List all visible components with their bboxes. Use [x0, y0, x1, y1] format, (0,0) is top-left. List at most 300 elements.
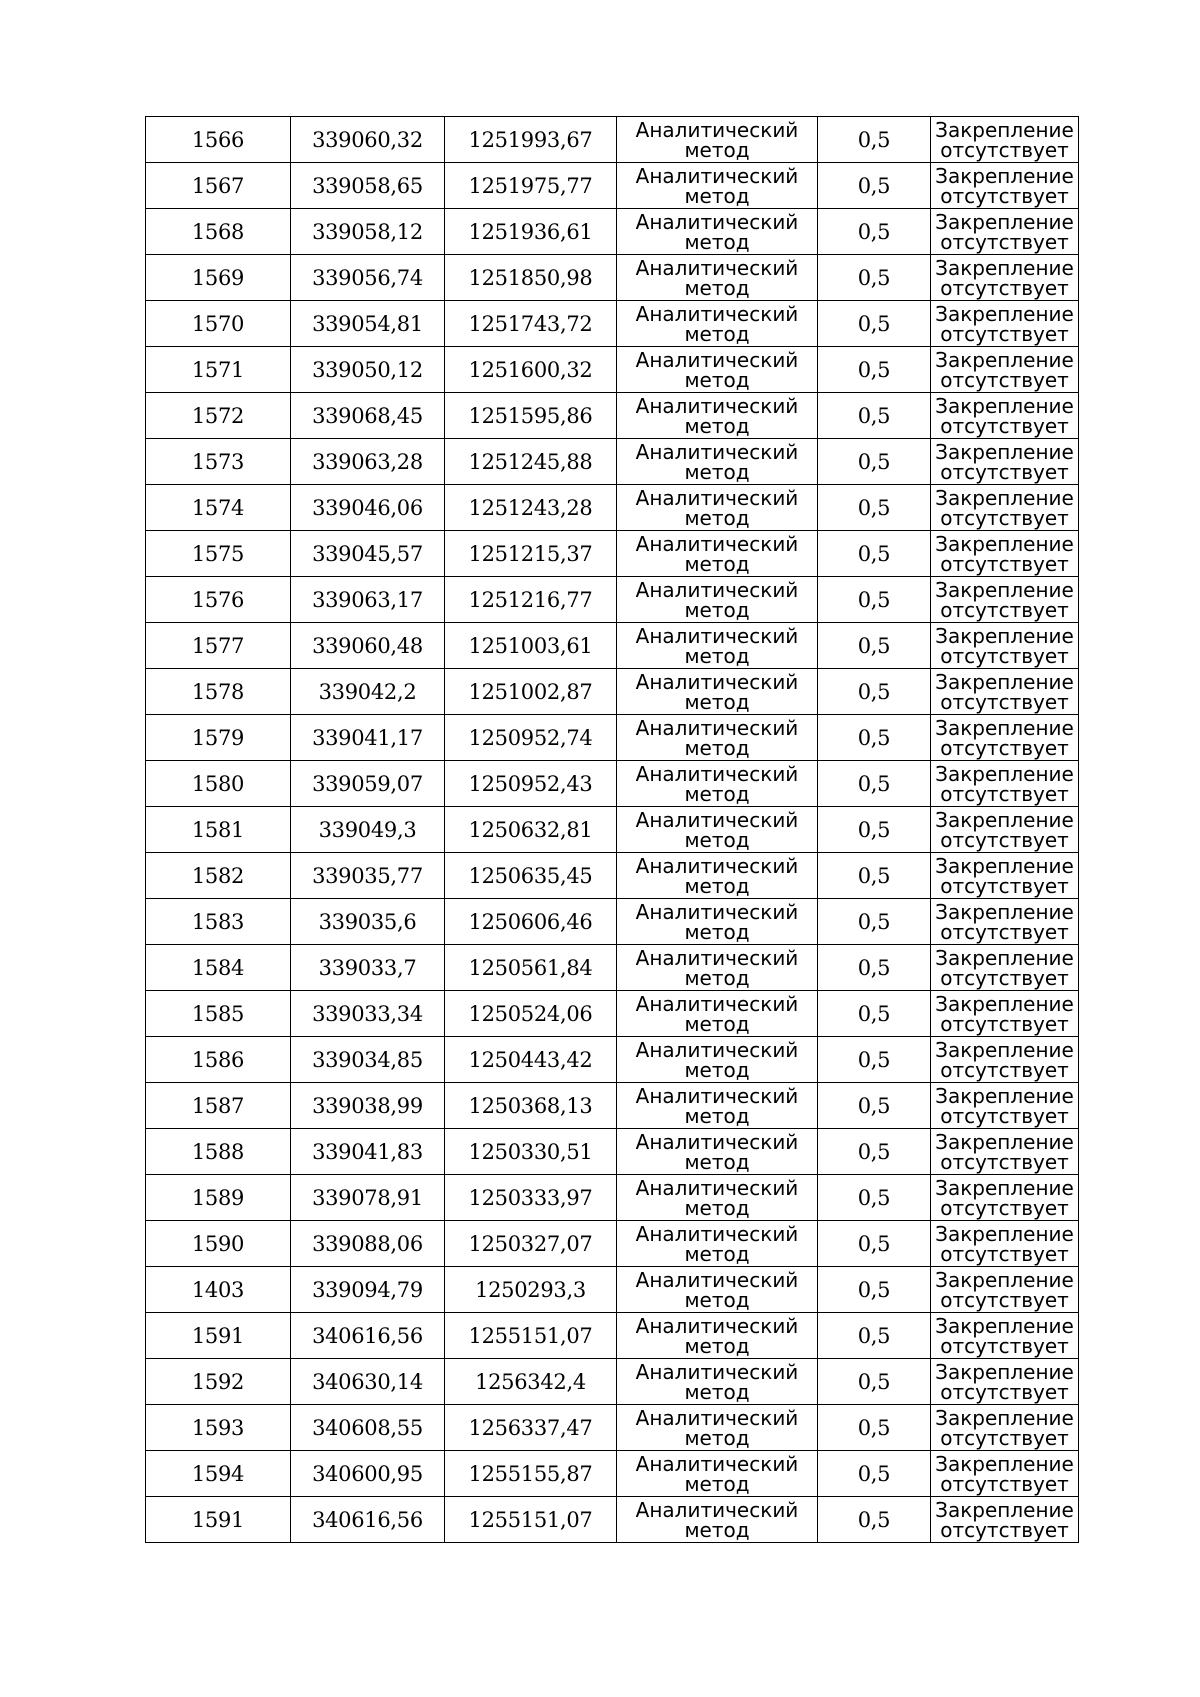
point-number-cell: 1583 [146, 899, 291, 945]
y-coordinate-cell: 1251216,77 [445, 577, 617, 623]
method-text: метод [684, 597, 750, 622]
y-coordinate-cell: 1250952,74 [445, 715, 617, 761]
method-text: метод [684, 413, 750, 438]
y-coordinate-cell: 1251975,77 [445, 163, 617, 209]
error-cell: 0,5 [818, 761, 931, 807]
fixation-text: Закрепление [935, 853, 1074, 878]
y-coordinate-cell: 1251595,86 [445, 393, 617, 439]
point-number-cell: 1591 [146, 1497, 291, 1543]
method-text: метод [684, 137, 750, 162]
method-text: Аналитический [635, 1359, 799, 1384]
x-coordinate-cell: 340630,14 [291, 1359, 445, 1405]
table-row [146, 1221, 1079, 1267]
fixation-text: отсутствует [940, 735, 1069, 760]
x-coordinate-cell: 339041,17 [291, 715, 445, 761]
table-row [146, 393, 1079, 439]
method-cell [617, 209, 818, 255]
fixation-cell [931, 1175, 1079, 1221]
fixation-cell [931, 1451, 1079, 1497]
method-text: Аналитический [635, 347, 799, 372]
fixation-cell [931, 669, 1079, 715]
error-cell: 0,5 [818, 439, 931, 485]
fixation-cell [931, 577, 1079, 623]
x-coordinate-cell: 339058,12 [291, 209, 445, 255]
method-text: метод [684, 1517, 750, 1542]
fixation-text: Закрепление [935, 485, 1074, 510]
method-text: метод [684, 275, 750, 300]
y-coordinate-cell: 1250561,84 [445, 945, 617, 991]
error-cell: 0,5 [818, 1221, 931, 1267]
method-text: Аналитический [635, 439, 799, 464]
x-coordinate-cell: 339042,2 [291, 669, 445, 715]
y-coordinate-cell: 1255151,07 [445, 1313, 617, 1359]
method-text: Аналитический [635, 853, 799, 878]
method-text: метод [684, 1149, 750, 1174]
method-text: Аналитический [635, 623, 799, 648]
method-text: Аналитический [635, 1497, 799, 1522]
method-text: метод [684, 873, 750, 898]
error-cell: 0,5 [818, 1037, 931, 1083]
point-number-cell: 1581 [146, 807, 291, 853]
method-text: Аналитический [635, 715, 799, 740]
fixation-cell [931, 853, 1079, 899]
method-text: метод [684, 965, 750, 990]
point-number-cell: 1582 [146, 853, 291, 899]
fixation-cell [931, 255, 1079, 301]
y-coordinate-cell: 1250632,81 [445, 807, 617, 853]
method-text: Аналитический [635, 945, 799, 970]
error-cell: 0,5 [818, 1359, 931, 1405]
method-text: Аналитический [635, 393, 799, 418]
fixation-text: Закрепление [935, 347, 1074, 372]
method-text: Аналитический [635, 1175, 799, 1200]
fixation-text: отсутствует [940, 1241, 1069, 1266]
error-cell: 0,5 [818, 1405, 931, 1451]
y-coordinate-cell: 1251215,37 [445, 531, 617, 577]
point-number-cell: 1588 [146, 1129, 291, 1175]
fixation-text: Закрепление [935, 393, 1074, 418]
error-cell: 0,5 [818, 1497, 931, 1543]
method-text: метод [684, 1011, 750, 1036]
error-cell: 0,5 [818, 945, 931, 991]
table-row [146, 439, 1079, 485]
fixation-text: отсутствует [940, 1425, 1069, 1450]
fixation-text: Закрепление [935, 1451, 1074, 1476]
fixation-text: Закрепление [935, 209, 1074, 234]
fixation-cell [931, 1221, 1079, 1267]
method-cell [617, 853, 818, 899]
fixation-text: Закрепление [935, 1129, 1074, 1154]
method-text: Аналитический [635, 899, 799, 924]
method-text: Аналитический [635, 807, 799, 832]
fixation-text: Закрепление [935, 577, 1074, 602]
method-text: метод [684, 827, 750, 852]
fixation-cell [931, 1497, 1079, 1543]
error-cell: 0,5 [818, 531, 931, 577]
y-coordinate-cell: 1251993,67 [445, 117, 617, 163]
method-text: Аналитический [635, 991, 799, 1016]
method-text: метод [684, 1333, 750, 1358]
fixation-text: отсутствует [940, 1471, 1069, 1496]
table-row [146, 301, 1079, 347]
table-row [146, 577, 1079, 623]
method-cell [617, 899, 818, 945]
fixation-text: отсутствует [940, 459, 1069, 484]
x-coordinate-cell: 339054,81 [291, 301, 445, 347]
method-text: Аналитический [635, 761, 799, 786]
fixation-text: Закрепление [935, 899, 1074, 924]
fixation-text: Закрепление [935, 531, 1074, 556]
fixation-cell [931, 1405, 1079, 1451]
error-cell: 0,5 [818, 1129, 931, 1175]
table-row [146, 1451, 1079, 1497]
fixation-cell [931, 899, 1079, 945]
fixation-text: Закрепление [935, 945, 1074, 970]
method-cell [617, 1037, 818, 1083]
method-cell [617, 347, 818, 393]
point-number-cell: 1587 [146, 1083, 291, 1129]
method-cell [617, 255, 818, 301]
point-number-cell: 1579 [146, 715, 291, 761]
x-coordinate-cell: 339033,34 [291, 991, 445, 1037]
y-coordinate-cell: 1250606,46 [445, 899, 617, 945]
y-coordinate-cell: 1251936,61 [445, 209, 617, 255]
fixation-text: Закрепление [935, 1359, 1074, 1384]
method-cell [617, 715, 818, 761]
fixation-text: отсутствует [940, 1195, 1069, 1220]
fixation-cell [931, 1313, 1079, 1359]
method-text: метод [684, 367, 750, 392]
error-cell: 0,5 [818, 669, 931, 715]
table-row [146, 485, 1079, 531]
y-coordinate-cell: 1250368,13 [445, 1083, 617, 1129]
method-text: метод [684, 551, 750, 576]
point-number-cell: 1571 [146, 347, 291, 393]
y-coordinate-cell: 1255151,07 [445, 1497, 617, 1543]
x-coordinate-cell: 339038,99 [291, 1083, 445, 1129]
fixation-cell [931, 945, 1079, 991]
x-coordinate-cell: 340616,56 [291, 1313, 445, 1359]
table-row [146, 1359, 1079, 1405]
error-cell: 0,5 [818, 1083, 931, 1129]
fixation-cell [931, 1359, 1079, 1405]
x-coordinate-cell: 340616,56 [291, 1497, 445, 1543]
fixation-text: Закрепление [935, 1313, 1074, 1338]
x-coordinate-cell: 339049,3 [291, 807, 445, 853]
fixation-text: отсутствует [940, 827, 1069, 852]
point-number-cell: 1594 [146, 1451, 291, 1497]
error-cell: 0,5 [818, 301, 931, 347]
method-cell [617, 531, 818, 577]
method-text: Аналитический [635, 209, 799, 234]
x-coordinate-cell: 339050,12 [291, 347, 445, 393]
method-cell [617, 1313, 818, 1359]
method-text: метод [684, 781, 750, 806]
method-cell [617, 945, 818, 991]
fixation-text: Закрепление [935, 761, 1074, 786]
error-cell: 0,5 [818, 117, 931, 163]
error-cell: 0,5 [818, 163, 931, 209]
x-coordinate-cell: 339056,74 [291, 255, 445, 301]
point-number-cell: 1592 [146, 1359, 291, 1405]
method-text: метод [684, 229, 750, 254]
method-text: метод [684, 735, 750, 760]
x-coordinate-cell: 340608,55 [291, 1405, 445, 1451]
fixation-text: Закрепление [935, 1497, 1074, 1522]
method-text: Аналитический [635, 1129, 799, 1154]
method-text: метод [684, 505, 750, 530]
error-cell: 0,5 [818, 623, 931, 669]
fixation-cell [931, 1037, 1079, 1083]
fixation-text: отсутствует [940, 321, 1069, 346]
fixation-text: отсутствует [940, 229, 1069, 254]
fixation-text: Закрепление [935, 991, 1074, 1016]
fixation-cell [931, 1129, 1079, 1175]
table-row [146, 1129, 1079, 1175]
point-number-cell: 1591 [146, 1313, 291, 1359]
y-coordinate-cell: 1255155,87 [445, 1451, 617, 1497]
method-cell [617, 1497, 818, 1543]
method-text: Аналитический [635, 1405, 799, 1430]
error-cell: 0,5 [818, 209, 931, 255]
fixation-text: отсутствует [940, 965, 1069, 990]
method-text: Аналитический [635, 301, 799, 326]
fixation-cell [931, 531, 1079, 577]
method-cell [617, 1451, 818, 1497]
x-coordinate-cell: 339078,91 [291, 1175, 445, 1221]
y-coordinate-cell: 1251245,88 [445, 439, 617, 485]
error-cell: 0,5 [818, 899, 931, 945]
table-row [146, 1405, 1079, 1451]
method-cell [617, 623, 818, 669]
method-text: Аналитический [635, 1267, 799, 1292]
fixation-text: отсутствует [940, 1517, 1069, 1542]
method-text: Аналитический [635, 531, 799, 556]
table-row [146, 347, 1079, 393]
method-text: Аналитический [635, 1037, 799, 1062]
fixation-cell [931, 439, 1079, 485]
error-cell: 0,5 [818, 393, 931, 439]
method-cell [617, 1405, 818, 1451]
fixation-text: отсутствует [940, 367, 1069, 392]
point-number-cell: 1580 [146, 761, 291, 807]
fixation-text: отсутствует [940, 183, 1069, 208]
fixation-cell [931, 623, 1079, 669]
table-row [146, 991, 1079, 1037]
fixation-text: Закрепление [935, 1405, 1074, 1430]
y-coordinate-cell: 1251002,87 [445, 669, 617, 715]
fixation-text: Закрепление [935, 1221, 1074, 1246]
table-row [146, 945, 1079, 991]
fixation-text: отсутствует [940, 551, 1069, 576]
y-coordinate-cell: 1250327,07 [445, 1221, 617, 1267]
method-cell [617, 393, 818, 439]
error-cell: 0,5 [818, 1267, 931, 1313]
fixation-cell [931, 1267, 1079, 1313]
fixation-cell [931, 347, 1079, 393]
x-coordinate-cell: 339088,06 [291, 1221, 445, 1267]
fixation-cell [931, 991, 1079, 1037]
error-cell: 0,5 [818, 1451, 931, 1497]
method-text: Аналитический [635, 577, 799, 602]
method-cell [617, 485, 818, 531]
table-row [146, 761, 1079, 807]
method-cell [617, 1083, 818, 1129]
method-text: метод [684, 1195, 750, 1220]
method-text: метод [684, 321, 750, 346]
x-coordinate-cell: 339035,77 [291, 853, 445, 899]
method-text: Аналитический [635, 1313, 799, 1338]
fixation-text: Закрепление [935, 163, 1074, 188]
y-coordinate-cell: 1251600,32 [445, 347, 617, 393]
method-cell [617, 1359, 818, 1405]
method-cell [617, 1129, 818, 1175]
point-number-cell: 1403 [146, 1267, 291, 1313]
method-text: Аналитический [635, 1083, 799, 1108]
y-coordinate-cell: 1256337,47 [445, 1405, 617, 1451]
error-cell: 0,5 [818, 715, 931, 761]
point-number-cell: 1593 [146, 1405, 291, 1451]
method-text: метод [684, 459, 750, 484]
point-number-cell: 1574 [146, 485, 291, 531]
method-cell [617, 301, 818, 347]
y-coordinate-cell: 1250524,06 [445, 991, 617, 1037]
fixation-text: отсутствует [940, 137, 1069, 162]
method-text: метод [684, 1425, 750, 1450]
x-coordinate-cell: 339068,45 [291, 393, 445, 439]
error-cell: 0,5 [818, 347, 931, 393]
error-cell: 0,5 [818, 853, 931, 899]
point-number-cell: 1568 [146, 209, 291, 255]
y-coordinate-cell: 1251743,72 [445, 301, 617, 347]
error-cell: 0,5 [818, 1175, 931, 1221]
table-row [146, 715, 1079, 761]
table-row [146, 1497, 1079, 1543]
x-coordinate-cell: 339058,65 [291, 163, 445, 209]
fixation-text: отсутствует [940, 919, 1069, 944]
table-row [146, 117, 1079, 163]
fixation-text: Закрепление [935, 1267, 1074, 1292]
x-coordinate-cell: 339094,79 [291, 1267, 445, 1313]
method-text: Аналитический [635, 163, 799, 188]
table-row [146, 531, 1079, 577]
point-number-cell: 1578 [146, 669, 291, 715]
fixation-cell [931, 761, 1079, 807]
table-row [146, 899, 1079, 945]
method-text: Аналитический [635, 485, 799, 510]
fixation-text: Закрепление [935, 255, 1074, 280]
method-text: Аналитический [635, 255, 799, 280]
method-cell [617, 1175, 818, 1221]
y-coordinate-cell: 1250293,3 [445, 1267, 617, 1313]
method-cell [617, 1221, 818, 1267]
method-text: метод [684, 1379, 750, 1404]
fixation-text: отсутствует [940, 781, 1069, 806]
point-number-cell: 1572 [146, 393, 291, 439]
fixation-text: отсутствует [940, 1379, 1069, 1404]
method-text: Аналитический [635, 1221, 799, 1246]
x-coordinate-cell: 339063,17 [291, 577, 445, 623]
fixation-text: отсутствует [940, 1333, 1069, 1358]
method-cell [617, 669, 818, 715]
y-coordinate-cell: 1250635,45 [445, 853, 617, 899]
point-number-cell: 1566 [146, 117, 291, 163]
fixation-text: отсутствует [940, 689, 1069, 714]
x-coordinate-cell: 339059,07 [291, 761, 445, 807]
point-number-cell: 1569 [146, 255, 291, 301]
method-text: метод [684, 1471, 750, 1496]
fixation-cell [931, 393, 1079, 439]
x-coordinate-cell: 339045,57 [291, 531, 445, 577]
fixation-text: Закрепление [935, 117, 1074, 142]
point-number-cell: 1589 [146, 1175, 291, 1221]
method-cell [617, 991, 818, 1037]
fixation-text: отсутствует [940, 413, 1069, 438]
fixation-cell [931, 807, 1079, 853]
fixation-text: Закрепление [935, 1083, 1074, 1108]
x-coordinate-cell: 340600,95 [291, 1451, 445, 1497]
method-text: метод [684, 689, 750, 714]
fixation-text: Закрепление [935, 1037, 1074, 1062]
method-cell [617, 117, 818, 163]
table-row [146, 853, 1079, 899]
coordinates-table [145, 116, 1079, 1543]
fixation-text: Закрепление [935, 623, 1074, 648]
fixation-text: отсутствует [940, 597, 1069, 622]
fixation-text: отсутствует [940, 1149, 1069, 1174]
table-row [146, 1175, 1079, 1221]
method-text: метод [684, 919, 750, 944]
point-number-cell: 1573 [146, 439, 291, 485]
fixation-text: отсутствует [940, 505, 1069, 530]
y-coordinate-cell: 1250443,42 [445, 1037, 617, 1083]
table-row [146, 669, 1079, 715]
y-coordinate-cell: 1251850,98 [445, 255, 617, 301]
method-text: метод [684, 183, 750, 208]
table-row [146, 623, 1079, 669]
error-cell: 0,5 [818, 485, 931, 531]
table-row [146, 163, 1079, 209]
method-text: Аналитический [635, 669, 799, 694]
fixation-cell [931, 163, 1079, 209]
table-row [146, 1267, 1079, 1313]
point-number-cell: 1584 [146, 945, 291, 991]
point-number-cell: 1575 [146, 531, 291, 577]
y-coordinate-cell: 1251243,28 [445, 485, 617, 531]
method-text: Аналитический [635, 117, 799, 142]
error-cell: 0,5 [818, 991, 931, 1037]
y-coordinate-cell: 1256342,4 [445, 1359, 617, 1405]
method-text: метод [684, 1287, 750, 1312]
error-cell: 0,5 [818, 807, 931, 853]
table-row [146, 1037, 1079, 1083]
fixation-text: Закрепление [935, 1175, 1074, 1200]
fixation-text: отсутствует [940, 1287, 1069, 1312]
error-cell: 0,5 [818, 255, 931, 301]
fixation-text: отсутствует [940, 643, 1069, 668]
point-number-cell: 1590 [146, 1221, 291, 1267]
method-cell [617, 1267, 818, 1313]
y-coordinate-cell: 1250330,51 [445, 1129, 617, 1175]
y-coordinate-cell: 1250952,43 [445, 761, 617, 807]
method-text: Аналитический [635, 1451, 799, 1476]
fixation-text: Закрепление [935, 301, 1074, 326]
table-row [146, 209, 1079, 255]
table-row [146, 807, 1079, 853]
method-cell [617, 163, 818, 209]
fixation-text: отсутствует [940, 1011, 1069, 1036]
point-number-cell: 1585 [146, 991, 291, 1037]
